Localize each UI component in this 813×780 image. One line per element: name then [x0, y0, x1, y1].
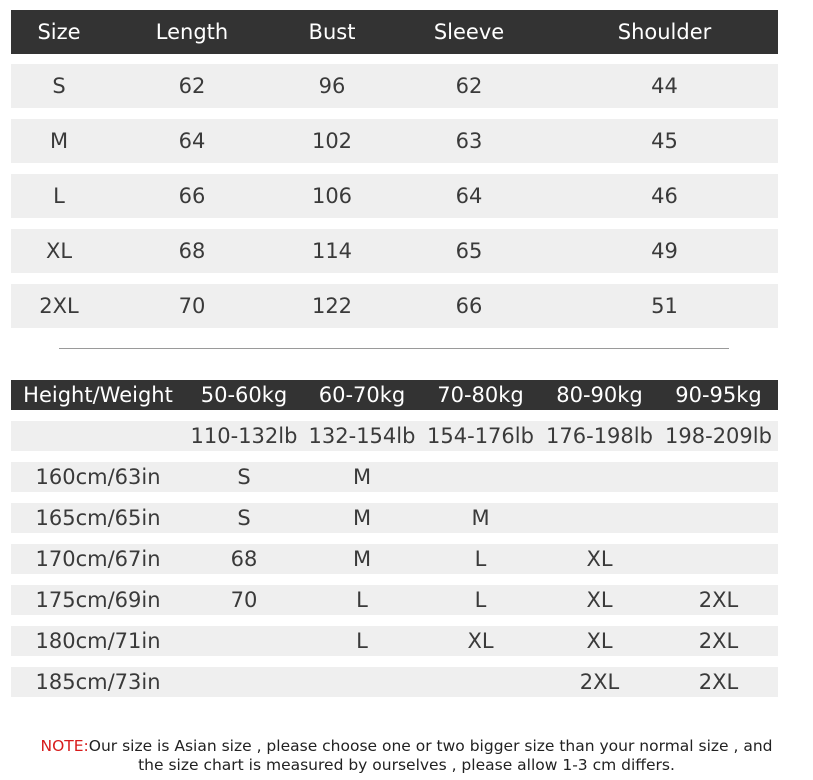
- cell-fit: 2XL: [698, 588, 739, 612]
- cell-fit: XL: [467, 629, 494, 653]
- cell-fit: M: [352, 506, 372, 530]
- cell-bust: 114: [311, 239, 353, 263]
- cell-shoulder: 49: [651, 239, 678, 263]
- cell-sleeve: 63: [455, 129, 483, 153]
- table-row: [11, 544, 778, 574]
- cell-fit: 2XL: [698, 670, 739, 694]
- cell-fit: S: [237, 465, 251, 489]
- cell-fit: 70: [230, 588, 258, 612]
- section-divider: [59, 348, 729, 349]
- header-height-weight: Height/Weight: [23, 383, 173, 407]
- cell-fit: M: [352, 465, 372, 489]
- table-row: [11, 174, 778, 218]
- note-text: Our size is Asian size , please choose one or two bigger size than your normal size , and the size chart is measured by ourselves , please allow 1-3 cm differs.: [88, 737, 773, 774]
- cell-height: 185cm/73in: [35, 670, 161, 694]
- table-row: [11, 119, 778, 163]
- note-label: NOTE:: [40, 737, 89, 755]
- cell-size: XL: [45, 239, 73, 263]
- table-row: [11, 64, 778, 108]
- cell-size: M: [49, 129, 69, 153]
- cell-height: 165cm/65in: [35, 506, 161, 530]
- cell-fit: XL: [586, 588, 613, 612]
- cell-length: 70: [178, 294, 206, 318]
- cell-sleeve: 64: [455, 184, 483, 208]
- header-weight-range: 70-80kg: [437, 383, 524, 407]
- cell-bust: 106: [311, 184, 353, 208]
- cell-shoulder: 51: [651, 294, 678, 318]
- cell-height: 170cm/67in: [35, 547, 161, 571]
- cell-height: 180cm/71in: [35, 629, 161, 653]
- header-sleeve: Sleeve: [433, 20, 505, 44]
- cell-fit: 68: [230, 547, 258, 571]
- cell-fit: M: [471, 506, 490, 530]
- table-row: [11, 667, 778, 697]
- cell-size: S: [52, 74, 66, 98]
- size-note: [34, 737, 779, 775]
- cell-fit: 132-154lb: [308, 424, 416, 448]
- cell-fit: 2XL: [698, 629, 739, 653]
- cell-fit: M: [352, 547, 372, 571]
- cell-height: 175cm/69in: [35, 588, 161, 612]
- table-row: [11, 503, 778, 533]
- cell-fit: L: [474, 547, 487, 571]
- header-shoulder: Shoulder: [617, 20, 712, 44]
- header-bust: Bust: [308, 20, 356, 44]
- cell-fit: L: [474, 588, 487, 612]
- header-length: Length: [155, 20, 229, 44]
- size-table-header: [11, 10, 778, 54]
- header-weight-range: 50-60kg: [200, 383, 288, 407]
- cell-shoulder: 46: [651, 184, 678, 208]
- cell-bust: 122: [311, 294, 353, 318]
- cell-bust: 102: [311, 129, 353, 153]
- cell-fit: 110-132lb: [190, 424, 298, 448]
- cell-fit: XL: [586, 547, 613, 571]
- cell-size: 2XL: [39, 294, 79, 318]
- cell-fit: XL: [586, 629, 613, 653]
- cell-length: 62: [178, 74, 206, 98]
- header-weight-range: 80-90kg: [556, 383, 643, 407]
- table-row: [11, 626, 778, 656]
- header-weight-range: 60-70kg: [318, 383, 406, 407]
- cell-sleeve: 66: [455, 294, 483, 318]
- cell-shoulder: 44: [651, 74, 678, 98]
- cell-fit: L: [356, 588, 368, 612]
- cell-length: 68: [178, 239, 206, 263]
- cell-size: L: [53, 184, 65, 208]
- header-size: Size: [37, 20, 81, 44]
- table-row: [11, 585, 778, 615]
- cell-fit: S: [237, 506, 251, 530]
- cell-fit: L: [356, 629, 368, 653]
- cell-bust: 96: [318, 74, 346, 98]
- cell-length: 64: [178, 129, 206, 153]
- header-weight-range: 90-95kg: [675, 383, 762, 407]
- table-row: [11, 462, 778, 492]
- cell-fit: 198-209lb: [665, 424, 772, 448]
- cell-length: 66: [178, 184, 206, 208]
- fit-table-header: [11, 380, 778, 410]
- table-row: [11, 421, 778, 451]
- cell-sleeve: 62: [455, 74, 483, 98]
- table-row: [11, 284, 778, 328]
- cell-fit: 154-176lb: [427, 424, 534, 448]
- table-row: [11, 229, 778, 273]
- cell-fit: 2XL: [579, 670, 620, 694]
- cell-fit: 176-198lb: [546, 424, 653, 448]
- cell-sleeve: 65: [455, 239, 483, 263]
- cell-height: 160cm/63in: [35, 465, 161, 489]
- cell-shoulder: 45: [651, 129, 678, 153]
